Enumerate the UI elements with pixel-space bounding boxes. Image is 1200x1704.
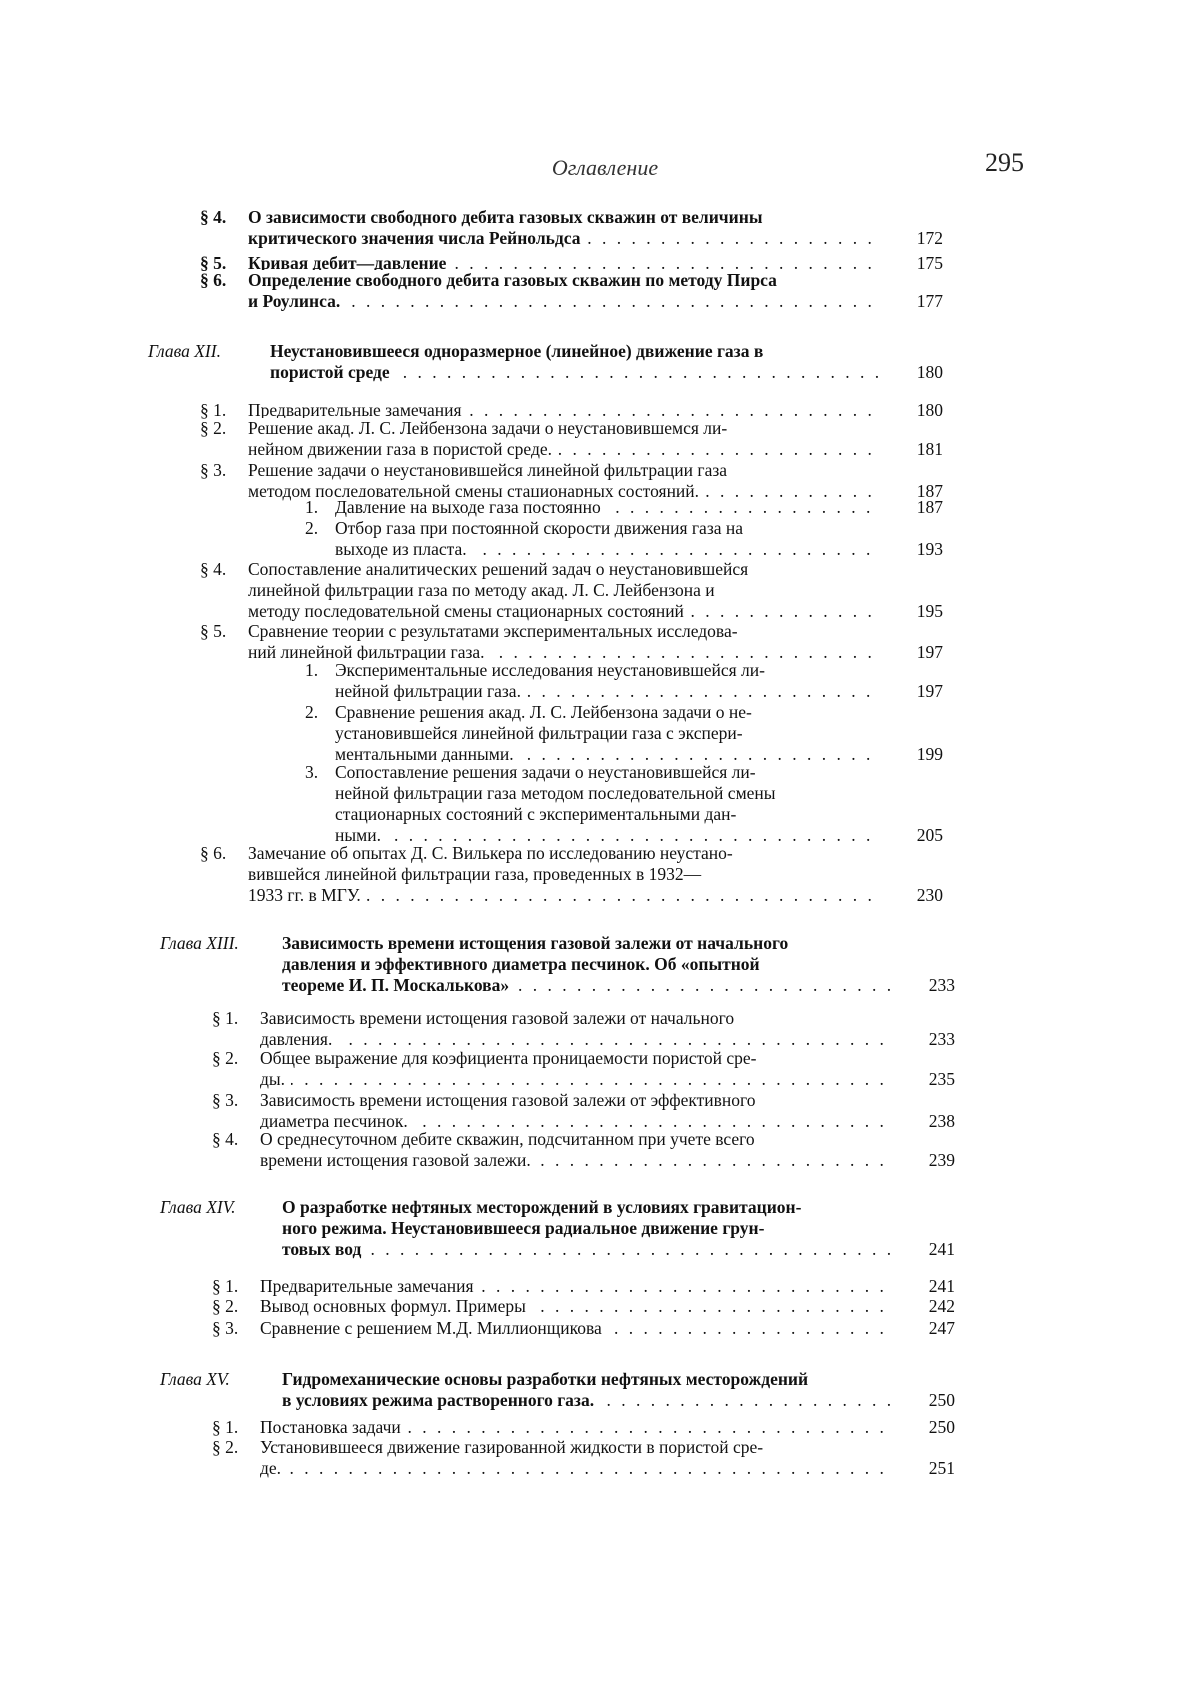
entry-title-line: методом последовательной смены стационарных состояний. [248, 481, 705, 501]
section-number: § 1. [200, 400, 226, 421]
section-number: § 4. [200, 207, 226, 228]
entry-title-line: теореме И. П. Москалькова» [282, 975, 515, 995]
entry-title-line: установившейся линейной фильтрации газа с экспери- [335, 723, 749, 743]
section-number: § 2. [212, 1048, 238, 1069]
entry-title-line: ний линейной фильтрации газа. [248, 642, 491, 662]
entry-title-line: давления. [260, 1029, 338, 1049]
entry-title-line: Давление на выходе газа постоянно [335, 497, 607, 517]
entry-title-line: методу последовательной смены стационарных состояний [248, 601, 690, 621]
section-number: § 3. [212, 1090, 238, 1111]
section-number: § 3. [200, 460, 226, 481]
entry-title-line: О разработке нефтяных месторождений в условиях гравитацион- [282, 1197, 807, 1217]
section-number: § 2. [212, 1296, 238, 1317]
entry-title-line: Кривая дебит—давление [248, 253, 452, 273]
section-number: § 4. [200, 559, 226, 580]
entry-page-number: 250 [905, 1417, 955, 1438]
page-number: 295 [985, 148, 1024, 178]
entry-title-line: нейной фильтрации газа. [335, 681, 527, 701]
entry-title-line: и Роулинса. [248, 291, 346, 311]
section-number: 3. [305, 762, 318, 783]
entry-page-number: 187 [893, 481, 943, 502]
entry-title-line: Решение задачи о неустановившейся линейной фильтрации газа [248, 460, 733, 480]
entry-title-line: Вывод основных формул. Примеры [260, 1296, 532, 1316]
entry-title-line: диаметра песчинок. [260, 1111, 414, 1131]
entry-page-number: 172 [893, 228, 943, 249]
entry-page-number: 180 [893, 400, 943, 421]
entry-title-line: Определение свободного дебита газовых скважин по методу Пирса [248, 270, 783, 290]
entry-title-line: Зависимость времени истощения газовой залежи от начального [260, 1008, 740, 1028]
entry-title-line: Постановка задачи [260, 1417, 407, 1437]
entry-title-line: нейном движении газа в пористой среде. [248, 439, 558, 459]
section-number: 2. [305, 518, 318, 539]
section-number: § 6. [200, 270, 226, 291]
entry-page-number: 233 [905, 975, 955, 996]
entry-title-line: Предварительные замечания [248, 400, 468, 420]
entry-page-number: 251 [905, 1458, 955, 1479]
entry-page-number: 197 [893, 642, 943, 663]
chapter-label: Глава XV. [160, 1369, 230, 1390]
entry-page-number: 235 [905, 1069, 955, 1090]
section-number: § 2. [212, 1437, 238, 1458]
entry-title-line: 1933 гг. в МГУ. [248, 885, 367, 905]
entry-title-line: Сопоставление решения задачи о неустановившейся ли- [335, 762, 762, 782]
entry-title-line: пористой среде [270, 362, 396, 382]
section-number: § 5. [200, 621, 226, 642]
entry-title-line: О среднесуточном дебите скважин, подсчитанном при учете всего [260, 1129, 761, 1149]
entry-page-number: 181 [893, 439, 943, 460]
entry-page-number: 199 [893, 744, 943, 765]
entry-title-line: давления и эффективного диаметра песчинок. Об «опытной [282, 954, 766, 974]
section-number: 1. [305, 660, 318, 681]
entry-page-number: 239 [905, 1150, 955, 1171]
entry-title-line: О зависимости свободного дебита газовых скважин от величины [248, 207, 769, 227]
entry-title-line: Замечание об опытах Д. С. Вилькера по исследованию неустано- [248, 843, 739, 863]
entry-page-number: 238 [905, 1111, 955, 1132]
entry-title-line: Сравнение с решением М.Д. Миллионщикова [260, 1318, 608, 1338]
section-number: § 1. [212, 1008, 238, 1029]
entry-title-line: линейной фильтрации газа по методу акад. Л. С. Лейбензона и [248, 580, 721, 600]
entry-title-line: в условиях режима растворенного газа. [282, 1390, 600, 1410]
table-of-contents [0, 0, 1200, 1704]
entry-title-line: Неустановившееся одноразмерное (линейное) движение газа в [270, 341, 769, 361]
entry-page-number: 247 [905, 1318, 955, 1339]
entry-title-line: критического значения числа Рейнольдса [248, 228, 586, 248]
section-number: § 1. [212, 1417, 238, 1438]
section-number: § 4. [212, 1129, 238, 1150]
entry-title-line: товых вод [282, 1239, 367, 1259]
entry-title-line: Зависимость времени истощения газовой залежи от эффективного [260, 1090, 762, 1110]
entry-title-line: ментальными данными. [335, 744, 520, 764]
entry-title-line: Зависимость времени истощения газовой залежи от начального [282, 933, 794, 953]
section-number: § 1. [212, 1276, 238, 1297]
entry-title-line: Предварительные замечания [260, 1276, 480, 1296]
entry-title-line: стационарных состояний с экспериментальными дан- [335, 804, 742, 824]
entry-title-line: Отбор газа при постоянной скорости движения газа на [335, 518, 749, 538]
entry-page-number: 250 [905, 1390, 955, 1411]
entry-page-number: 193 [893, 539, 943, 560]
entry-title-line: нейной фильтрации газа методом последовательной смены [335, 783, 782, 803]
chapter-label: Глава XIV. [160, 1197, 236, 1218]
entry-page-number: 242 [905, 1296, 955, 1317]
section-number: § 6. [200, 843, 226, 864]
entry-title-line: де. [260, 1458, 287, 1478]
entry-title-line: Гидромеханические основы разработки нефтяных месторождений [282, 1369, 814, 1389]
entry-page-number: 205 [893, 825, 943, 846]
entry-title-line: Установившееся движение газированной жидкости в пористой сре- [260, 1437, 769, 1457]
entry-page-number: 197 [893, 681, 943, 702]
section-number: 2. [305, 702, 318, 723]
entry-title-line: ного режима. Неустановившееся радиальное движение грун- [282, 1218, 770, 1238]
running-title: Оглавление [535, 155, 675, 181]
section-number: § 5. [200, 253, 226, 274]
entry-title-line: выходе из пласта. [335, 539, 473, 559]
section-number: § 2. [200, 418, 226, 439]
entry-title-line: ными. [335, 825, 387, 845]
entry-page-number: 180 [893, 362, 943, 383]
section-number: § 3. [212, 1318, 238, 1339]
entry-page-number: 233 [905, 1029, 955, 1050]
section-number: 1. [305, 497, 318, 518]
entry-title-line: Экспериментальные исследования неустановившейся ли- [335, 660, 771, 680]
entry-page-number: 195 [893, 601, 943, 622]
entry-page-number: 177 [893, 291, 943, 312]
entry-title-line: Сравнение теории с результатами экспериментальных исследова- [248, 621, 744, 641]
entry-page-number: 187 [893, 497, 943, 518]
entry-title-line: Решение акад. Л. С. Лейбензона задачи о неустановившемся ли- [248, 418, 733, 438]
entry-page-number: 175 [893, 253, 943, 274]
entry-page-number: 230 [893, 885, 943, 906]
entry-title-line: Сравнение решения акад. Л. С. Лейбензона задачи о не- [335, 702, 758, 722]
entry-title-line: вившейся линейной фильтрации газа, проведенных в 1932— [248, 864, 707, 884]
entry-title-line: Общее выражение для коэфициента проницаемости пористой сре- [260, 1048, 763, 1068]
entry-title-line: ды. [260, 1069, 291, 1089]
entry-title-line: времени истощения газовой залежи. [260, 1150, 537, 1170]
chapter-label: Глава XII. [148, 341, 221, 362]
chapter-label: Глава XIII. [160, 933, 239, 954]
entry-title-line: Сопоставление аналитических решений задач о неустановившейся [248, 559, 754, 579]
entry-page-number: 241 [905, 1276, 955, 1297]
entry-page-number: 241 [905, 1239, 955, 1260]
